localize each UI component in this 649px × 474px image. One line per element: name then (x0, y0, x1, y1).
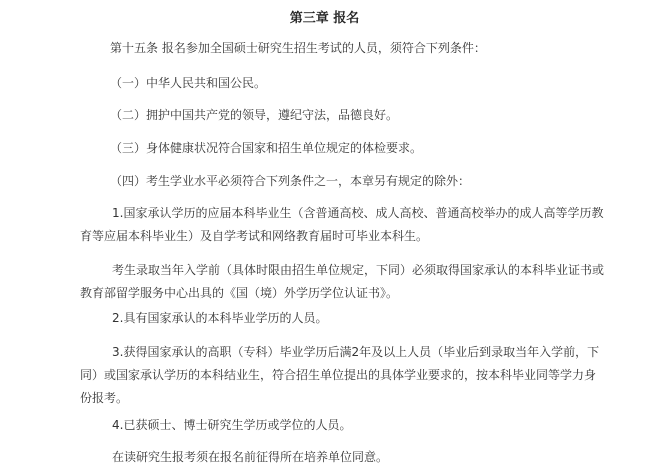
condition-3 (110, 137, 422, 160)
paragraph-line: 份报考。 (80, 391, 129, 405)
item-2-bachelor-holders (112, 307, 327, 330)
paragraph-line: 考生录取当年入学前（具体时限由招生单位规定，下同）必须取得国家承认的本科毕业证书或 (112, 263, 605, 277)
paragraph-line: 同）或国家承认学历的本科结业生，符合招生单位提出的具体学业要求的，按本科毕业同等学力身 (80, 368, 597, 382)
item-3-equivalent-level (80, 341, 599, 410)
chapter-title: 第三章 报名 (289, 11, 360, 26)
condition-2 (110, 104, 398, 127)
item-1-fresh-graduates (80, 202, 603, 248)
condition-1 (110, 72, 266, 95)
paragraph-line: （一）中华人民共和国公民。 (110, 76, 267, 90)
article-15-intro (110, 37, 486, 60)
condition-4 (110, 170, 470, 193)
paragraph-line: 育等应届本科毕业生）及自学考试和网络教育届时可毕业本科生。 (80, 229, 429, 243)
paragraph-line: 1.国家承认学历的应届本科毕业生（含普通高校、成人高校、普通高校举办的成人高等学历教 (112, 206, 604, 220)
item-1-certificate-note (80, 259, 604, 305)
paragraph-line: 教育部留学服务中心出具的《国（境）外学历学位认证书》。 (80, 286, 399, 300)
paragraph-line: 4.已获硕士、博士研究生学历或学位的人员。 (112, 418, 352, 432)
paragraph-line: （三）身体健康状况符合国家和招生单位规定的体检要求。 (110, 141, 423, 155)
paragraph-line: （二）拥护中国共产党的领导，遵纪守法，品德良好。 (110, 108, 399, 122)
paragraph-line: 3.获得国家承认的高职（专科）毕业学历后满2年及以上人员（毕业后到录取当年入学前，下 (112, 345, 600, 359)
paragraph-line: 2.具有国家承认的本科毕业学历的人员。 (112, 311, 328, 325)
enrolled-students-note (112, 446, 388, 469)
item-4-postgraduates (112, 414, 351, 437)
paragraph-line: 第十五条 报名参加全国硕士研究生招生考试的人员，须符合下列条件： (110, 41, 486, 55)
paragraph-line: （四）考生学业水平必须符合下列条件之一，本章另有规定的除外： (110, 174, 471, 188)
paragraph-line: 在读研究生报考须在报名前征得所在培养单位同意。 (112, 450, 389, 464)
